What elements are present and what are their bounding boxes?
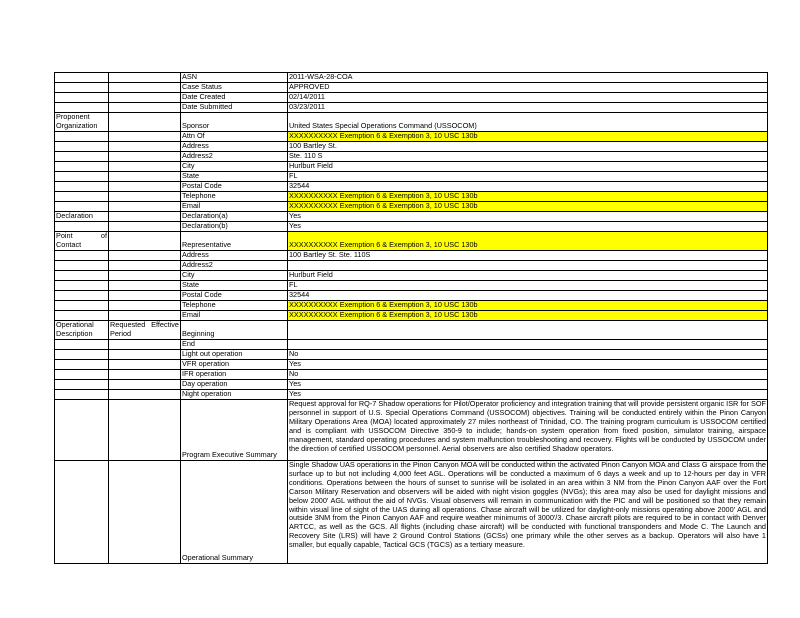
field-value: Hurlburt Field (288, 162, 768, 172)
section-cell (55, 182, 109, 192)
field-label: Night operation (181, 390, 288, 400)
subsection-cell (109, 261, 181, 271)
field-value: Yes (288, 380, 768, 390)
field-value: XXXXXXXXXX Exemption 6 & Exemption 3, 10 USC 130b (288, 301, 768, 311)
field-value: Yes (288, 212, 768, 222)
table-row (55, 142, 768, 152)
section-cell (55, 400, 109, 461)
field-value: XXXXXXXXXX Exemption 6 & Exemption 3, 10 USC 130b (288, 192, 768, 202)
field-label: IFR operation (181, 370, 288, 380)
table-row (55, 370, 768, 380)
section-cell (55, 251, 109, 261)
section-cell (55, 380, 109, 390)
table-row (55, 172, 768, 182)
section-cell (55, 172, 109, 182)
field-value: Yes (288, 222, 768, 232)
table-row (55, 73, 768, 83)
section-cell (55, 152, 109, 162)
table-row (55, 162, 768, 172)
section-cell: Operational Description (55, 321, 109, 340)
field-value: Yes (288, 360, 768, 370)
table-row (55, 251, 768, 261)
table-row (55, 93, 768, 103)
section-cell (55, 390, 109, 400)
field-value: Yes (288, 390, 768, 400)
subsection-cell (109, 390, 181, 400)
table-row (55, 291, 768, 301)
field-label: Beginning (181, 321, 288, 340)
subsection-cell (109, 232, 181, 251)
section-cell (55, 103, 109, 113)
field-label: VFR operation (181, 360, 288, 370)
table-row (55, 321, 768, 340)
field-label: Postal Code (181, 182, 288, 192)
field-label: State (181, 281, 288, 291)
table-row (55, 281, 768, 291)
field-value: 100 Bartley St. (288, 142, 768, 152)
field-value: 32544 (288, 291, 768, 301)
subsection-cell (109, 370, 181, 380)
subsection-cell (109, 142, 181, 152)
field-label: Representative (181, 232, 288, 251)
field-value: Ste. 110 S (288, 152, 768, 162)
field-value: XXXXXXXXXX Exemption 6 & Exemption 3, 10 USC 130b (288, 202, 768, 212)
field-value: XXXXXXXXXX Exemption 6 & Exemption 3, 10 USC 130b (288, 311, 768, 321)
table-row (55, 182, 768, 192)
table-row (55, 301, 768, 311)
table-row (55, 360, 768, 370)
subsection-cell (109, 182, 181, 192)
section-cell (55, 93, 109, 103)
subsection-cell (109, 281, 181, 291)
field-value: 03/23/2011 (288, 103, 768, 113)
table-row (55, 311, 768, 321)
subsection-cell (109, 132, 181, 142)
field-label: Light out operation (181, 350, 288, 360)
field-label: Program Executive Summary (181, 400, 288, 461)
subsection-cell (109, 192, 181, 202)
section-cell (55, 301, 109, 311)
field-label: Telephone (181, 192, 288, 202)
subsection-cell (109, 251, 181, 261)
table-row (55, 340, 768, 350)
field-label: Address2 (181, 261, 288, 271)
table-row (55, 232, 768, 251)
field-label: Address (181, 251, 288, 261)
subsection-cell (109, 73, 181, 83)
subsection-cell (109, 93, 181, 103)
subsection-cell (109, 350, 181, 360)
section-cell (55, 222, 109, 232)
section-cell (55, 83, 109, 93)
field-label: Email (181, 311, 288, 321)
field-value: United States Special Operations Command (USSOCOM) (288, 113, 768, 132)
field-label: Operational Summary (181, 461, 288, 564)
subsection-cell (109, 162, 181, 172)
subsection-cell (109, 152, 181, 162)
field-label: ASN (181, 73, 288, 83)
section-cell (55, 132, 109, 142)
section-cell (55, 281, 109, 291)
field-value (288, 340, 768, 350)
form-body (55, 73, 768, 564)
table-row (55, 461, 768, 564)
section-cell (55, 360, 109, 370)
subsection-cell: Requested Effective Period (110, 320, 179, 339)
section-cell: Point of Contact (56, 231, 107, 250)
field-value: Single Shadow UAS operations in the Pinon Canyon MOA will be conducted within the activated Pinon Canyon MOA and Class G airspace from the surface up to but not including 4,000 feet AGL. Operations will be conducted a maximum of 6 days a week and up to 12-hours per day in VFR conditions. Operations between the hours of sunset to sunrise will be isolated in an area within 3 NM from the Pinon Canyon AAF over the Fort Carson Military Reservation and observers will be aided with night vision goggles (NVGs); this area may also be used for daylight missions and below 2000' AGL without the aid of NVGs. Visual observers will remain in communication with the PIC and will be positioned so that they remain within visual line of sight of the UAS during all operations. Chase aircraft will be utilized for daylight-only missions operating above 2000' AGL and outside 3NM from the Pinon Canyon AAF and require weather minimums of 3000'/3. Chase aircraft pilots are required to be in contact with Denver ARTCC, as well as the GCS. All flights (including chase aircraft) will be conducted with functional transponders and Mode C. The Launch and Recovery Site (LRS) will have 2 Ground Control Stations (GCSs) one primary while the other serves as a backup. Operators will also have 1 smaller, but equally capable, Tactical GCS (TGCS) as a tertiary measure. (288, 461, 768, 564)
subsection-cell (109, 172, 181, 182)
field-label: Postal Code (181, 291, 288, 301)
table-row (55, 261, 768, 271)
table-row (55, 400, 768, 461)
field-label: End (181, 340, 288, 350)
field-label: City (181, 271, 288, 281)
section-cell (55, 350, 109, 360)
field-value: 100 Bartley St. Ste. 110S (288, 251, 768, 261)
field-value: XXXXXXXXXX Exemption 6 & Exemption 3, 10 USC 130b (288, 132, 768, 142)
table-row (55, 132, 768, 142)
table-row (55, 83, 768, 93)
section-cell (55, 291, 109, 301)
field-value (288, 321, 768, 340)
field-label: Email (181, 202, 288, 212)
subsection-cell (109, 103, 181, 113)
field-value (288, 261, 768, 271)
subsection-cell (109, 400, 181, 461)
field-value: No (288, 370, 768, 380)
subsection-cell (109, 301, 181, 311)
subsection-cell (109, 271, 181, 281)
field-label: State (181, 172, 288, 182)
field-label: Sponsor (181, 113, 288, 132)
coa-form-table (54, 72, 768, 564)
field-value: FL (288, 172, 768, 182)
section-cell: Proponent Organization (55, 113, 109, 132)
field-label: Day operation (181, 380, 288, 390)
section-cell (55, 340, 109, 350)
section-cell (55, 370, 109, 380)
section-cell (55, 162, 109, 172)
table-row (55, 103, 768, 113)
subsection-cell (109, 222, 181, 232)
field-label: Declaration(a) (181, 212, 288, 222)
section-cell (55, 73, 109, 83)
subsection-cell (109, 360, 181, 370)
table-row (55, 113, 768, 132)
table-row (55, 271, 768, 281)
subsection-cell (109, 461, 181, 564)
field-value: No (288, 350, 768, 360)
table-row (55, 202, 768, 212)
field-label: Address2 (181, 152, 288, 162)
section-cell: Declaration (55, 212, 109, 222)
field-value: 02/14/2011 (288, 93, 768, 103)
table-row (55, 390, 768, 400)
field-label: Attn Of (181, 132, 288, 142)
field-value: FL (288, 281, 768, 291)
table-row (55, 350, 768, 360)
table-row (55, 192, 768, 202)
subsection-cell (109, 291, 181, 301)
field-label: Date Created (181, 93, 288, 103)
field-label: Declaration(b) (181, 222, 288, 232)
section-cell (55, 271, 109, 281)
section-cell (55, 192, 109, 202)
table-row (55, 152, 768, 162)
table-row (55, 222, 768, 232)
field-value: XXXXXXXXXX Exemption 6 & Exemption 3, 10 USC 130b (288, 232, 768, 251)
section-cell (55, 202, 109, 212)
section-cell (55, 142, 109, 152)
table-row (55, 380, 768, 390)
field-label: Case Status (181, 83, 288, 93)
field-value: 2011-WSA-28-COA (288, 73, 768, 83)
section-cell (55, 461, 109, 564)
field-value: Request approval for RQ-7 Shadow operations for Pilot/Operator proficiency and integration training that will provide persistent organic ISR for SOF personnel in support of U.S. Special Operations Command (USSOCOM) objectives. Training will be conducted entirely within the Pinon Canyon Military Operations Area (MOA) located approximately 27 miles northeast of Trinidad, CO. The training program curriculum is USSOCOM certified and is compliant with USSOCOM Directive 350-9 to include; hands-on system operation from fixed position, simulator training, airspace management, standard operating procedures and system malfunction troubleshooting and recovery. Flights will be conducted by USSOCOM under the direction of certified USSOCOM personnel. Aerial observers are also certified Shadow operators. (288, 400, 768, 461)
section-cell (55, 311, 109, 321)
field-label: Telephone (181, 301, 288, 311)
subsection-cell (109, 212, 181, 222)
field-value: 32544 (288, 182, 768, 192)
field-value: Hurlburt Field (288, 271, 768, 281)
subsection-cell (109, 113, 181, 132)
field-value: APPROVED (288, 83, 768, 93)
subsection-cell (109, 380, 181, 390)
table-row (55, 212, 768, 222)
field-label: City (181, 162, 288, 172)
subsection-cell (109, 202, 181, 212)
field-label: Date Submitted (181, 103, 288, 113)
subsection-cell (109, 340, 181, 350)
field-label: Address (181, 142, 288, 152)
section-cell (55, 261, 109, 271)
subsection-cell (109, 311, 181, 321)
subsection-cell (109, 83, 181, 93)
